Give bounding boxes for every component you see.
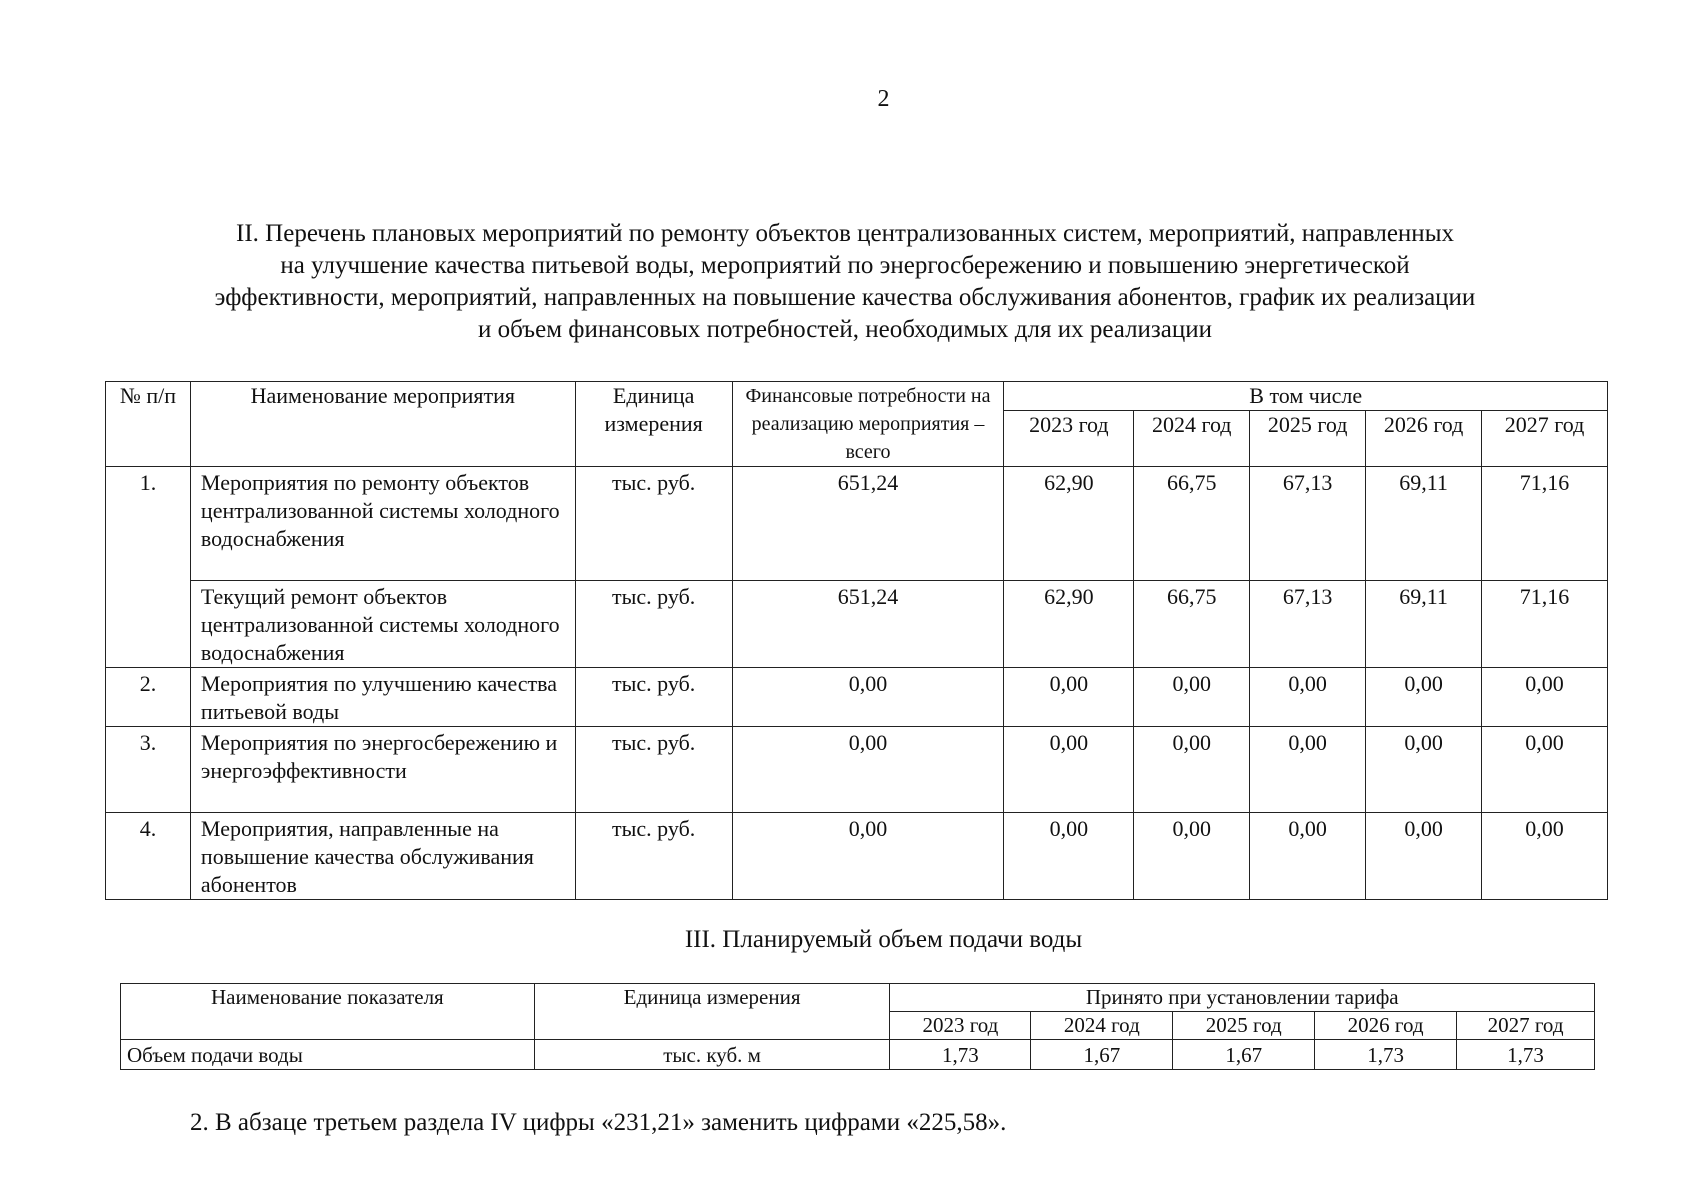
- section-2-title-line: эффективности, мероприятий, направленных на повышение качества обслуживания абонентов, график их реализации: [214, 284, 1476, 311]
- header-year: 2027 год: [1482, 411, 1608, 467]
- header-year: 2025 год: [1173, 1012, 1315, 1040]
- row-year-value: 0,00: [1004, 727, 1134, 813]
- row-year-value: 0,00: [1366, 727, 1482, 813]
- row-year-value: 69,11: [1366, 467, 1482, 581]
- row-unit: тыс. куб. м: [534, 1040, 890, 1070]
- header-year: 2026 год: [1315, 1012, 1457, 1040]
- row-year-value: 0,00: [1482, 813, 1608, 900]
- header-year: 2027 год: [1457, 1012, 1595, 1040]
- row-year-value: 66,75: [1134, 467, 1250, 581]
- row-year-value: 0,00: [1482, 727, 1608, 813]
- header-num: № п/п: [106, 382, 191, 467]
- table-row: [106, 668, 1608, 727]
- row-unit: тыс. руб.: [575, 727, 732, 813]
- header-unit: Единица измерения: [534, 984, 890, 1040]
- row-num: 4.: [106, 813, 191, 900]
- page-number: 2: [877, 86, 890, 112]
- row-year-value: 1,73: [890, 1040, 1031, 1070]
- row-name: Объем подачи воды: [121, 1040, 535, 1070]
- section-2-title-line: II. Перечень плановых мероприятий по ремонту объектов централизованных систем, мероприятий, направленных: [236, 220, 1454, 247]
- row-total: 0,00: [732, 813, 1004, 900]
- row-year-value: 71,16: [1482, 581, 1608, 668]
- header-unit: Единица измерения: [575, 382, 732, 467]
- row-year-value: 69,11: [1366, 581, 1482, 668]
- row-name: Мероприятия по энергосбережению и энергоэффективности: [190, 727, 575, 813]
- header-year: 2026 год: [1366, 411, 1482, 467]
- row-year-value: 62,90: [1004, 467, 1134, 581]
- measures-table: [105, 381, 1608, 900]
- row-year-value: 0,00: [1134, 727, 1250, 813]
- row-year-value: 0,00: [1134, 668, 1250, 727]
- row-total: 651,24: [732, 581, 1004, 668]
- row-year-value: 0,00: [1250, 727, 1366, 813]
- row-num: 2.: [106, 668, 191, 727]
- section-2-title-line: на улучшение качества питьевой воды, мероприятий по энергосбережению и повышению энергетической: [280, 252, 1410, 279]
- header-name: Наименование мероприятия: [190, 382, 575, 467]
- row-year-value: 0,00: [1250, 668, 1366, 727]
- header-indicator: Наименование показателя: [121, 984, 535, 1040]
- row-num: 3.: [106, 727, 191, 813]
- row-name: Мероприятия, направленные на повышение качества обслуживания абонентов: [190, 813, 575, 900]
- row-year-value: 0,00: [1004, 668, 1134, 727]
- row-num: 1.: [106, 467, 191, 581]
- row-total: 651,24: [732, 467, 1004, 581]
- table-row: [106, 727, 1608, 813]
- paragraph-2: 2. В абзаце третьем раздела IV цифры «231,21» заменить цифрами «225,58».: [190, 1109, 1007, 1136]
- row-unit: тыс. руб.: [575, 467, 732, 581]
- row-num: [106, 581, 191, 668]
- row-unit: тыс. руб.: [575, 668, 732, 727]
- header-including: В том числе: [1004, 382, 1608, 411]
- row-year-value: 0,00: [1482, 668, 1608, 727]
- row-year-value: 1,73: [1457, 1040, 1595, 1070]
- table-row: [106, 467, 1608, 581]
- row-year-value: 1,67: [1031, 1040, 1173, 1070]
- table-row: [121, 1040, 1595, 1070]
- row-year-value: 0,00: [1366, 668, 1482, 727]
- row-year-value: 0,00: [1004, 813, 1134, 900]
- header-year: 2025 год: [1250, 411, 1366, 467]
- row-year-value: 0,00: [1250, 813, 1366, 900]
- row-year-value: 1,73: [1315, 1040, 1457, 1070]
- row-name: Мероприятия по улучшению качества питьевой воды: [190, 668, 575, 727]
- header-finance: Финансовые потребности на реализацию мероприятия – всего: [732, 382, 1004, 467]
- row-total: 0,00: [732, 668, 1004, 727]
- row-total: 0,00: [732, 727, 1004, 813]
- row-year-value: 1,67: [1173, 1040, 1315, 1070]
- row-year-value: 67,13: [1250, 467, 1366, 581]
- water-supply-table: [120, 983, 1595, 1070]
- header-year: 2023 год: [1004, 411, 1134, 467]
- row-year-value: 0,00: [1134, 813, 1250, 900]
- header-year: 2024 год: [1134, 411, 1250, 467]
- table-row: [106, 581, 1608, 668]
- row-year-value: 66,75: [1134, 581, 1250, 668]
- row-unit: тыс. руб.: [575, 581, 732, 668]
- header-accepted: Принято при установлении тарифа: [890, 984, 1595, 1012]
- row-year-value: 67,13: [1250, 581, 1366, 668]
- section-2-title: [120, 218, 1570, 346]
- row-name: Мероприятия по ремонту объектов централизованной системы холодного водоснабжения: [190, 467, 575, 581]
- header-year: 2024 год: [1031, 1012, 1173, 1040]
- row-year-value: 71,16: [1482, 467, 1608, 581]
- header-year: 2023 год: [890, 1012, 1031, 1040]
- section-3-title: III. Планируемый объем подачи воды: [684, 926, 1083, 953]
- row-year-value: 0,00: [1366, 813, 1482, 900]
- table-row: [106, 813, 1608, 900]
- row-year-value: 62,90: [1004, 581, 1134, 668]
- row-name: Текущий ремонт объектов централизованной системы холодного водоснабжения: [190, 581, 575, 668]
- row-unit: тыс. руб.: [575, 813, 732, 900]
- section-2-title-line: и объем финансовых потребностей, необходимых для их реализации: [477, 316, 1213, 343]
